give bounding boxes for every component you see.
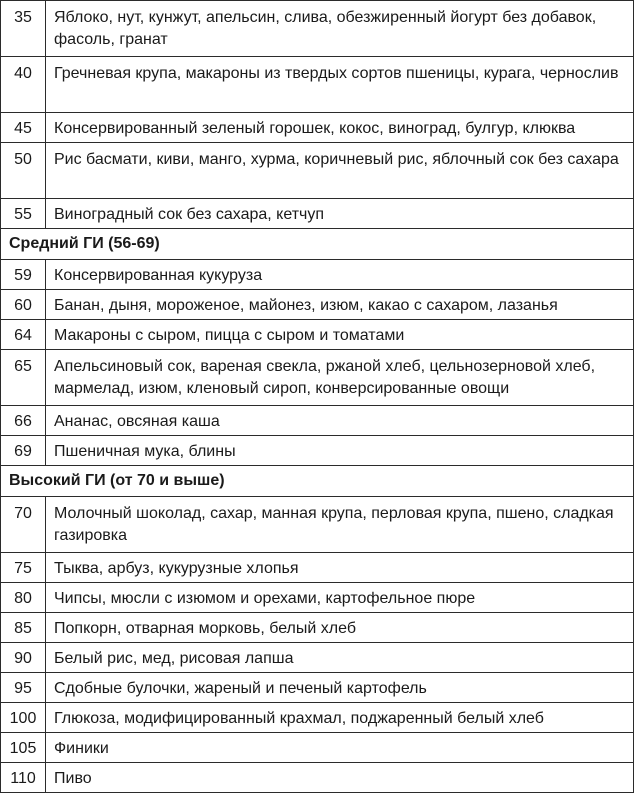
- table-row: [1, 350, 634, 406]
- table-row: [1, 497, 634, 553]
- section-heading-row: [1, 229, 634, 260]
- section-heading-row: [1, 466, 634, 497]
- table-row: [1, 1, 634, 57]
- gi-value-cell: 66: [1, 406, 46, 436]
- table-row: [1, 613, 634, 643]
- gi-value-cell: 85: [1, 613, 46, 643]
- gi-value-cell: 50: [1, 143, 46, 199]
- gi-value-cell: 100: [1, 703, 46, 733]
- foods-cell: Апельсиновый сок, вареная свекла, ржаной хлеб, цельнозерновой хлеб, мармелад, изюм, кленовый сироп, конверсированные овощи: [46, 350, 634, 406]
- foods-cell: Тыква, арбуз, кукурузные хлопья: [46, 553, 634, 583]
- table-row: [1, 643, 634, 673]
- gi-value-cell: 105: [1, 733, 46, 763]
- gi-value-cell: 59: [1, 260, 46, 290]
- section-heading: Средний ГИ (56-69): [1, 229, 634, 260]
- gi-value-cell: 60: [1, 290, 46, 320]
- gi-value-cell: 90: [1, 643, 46, 673]
- table-row: [1, 290, 634, 320]
- gi-value-cell: 69: [1, 436, 46, 466]
- foods-cell: Чипсы, мюсли с изюмом и орехами, картофельное пюре: [46, 583, 634, 613]
- gi-value-cell: 80: [1, 583, 46, 613]
- foods-cell: Попкорн, отварная морковь, белый хлеб: [46, 613, 634, 643]
- foods-cell: Пиво: [46, 763, 634, 793]
- gi-value-cell: 55: [1, 199, 46, 229]
- foods-cell: Пшеничная мука, блины: [46, 436, 634, 466]
- foods-cell: Гречневая крупа, макароны из твердых сортов пшеницы, курага, чернослив: [46, 57, 634, 113]
- gi-value-cell: 65: [1, 350, 46, 406]
- gi-value-cell: 40: [1, 57, 46, 113]
- gi-value-cell: 35: [1, 1, 46, 57]
- table-row: [1, 703, 634, 733]
- table-row: [1, 553, 634, 583]
- table-row: [1, 143, 634, 199]
- gi-value-cell: 75: [1, 553, 46, 583]
- foods-cell: Макароны с сыром, пицца с сыром и томатами: [46, 320, 634, 350]
- gi-value-cell: 45: [1, 113, 46, 143]
- table-row: [1, 406, 634, 436]
- table-row: [1, 260, 634, 290]
- table-body: [1, 1, 634, 793]
- table-row: [1, 436, 634, 466]
- table-row: [1, 57, 634, 113]
- foods-cell: Молочный шоколад, сахар, манная крупа, перловая крупа, пшено, сладкая газировка: [46, 497, 634, 553]
- table-row: [1, 733, 634, 763]
- foods-cell: Банан, дыня, мороженое, майонез, изюм, какао с сахаром, лазанья: [46, 290, 634, 320]
- table-row: [1, 583, 634, 613]
- gi-value-cell: 70: [1, 497, 46, 553]
- foods-cell: Финики: [46, 733, 634, 763]
- table-row: [1, 320, 634, 350]
- table-row: [1, 113, 634, 143]
- foods-cell: Ананас, овсяная каша: [46, 406, 634, 436]
- foods-cell: Консервированная кукуруза: [46, 260, 634, 290]
- table-row: [1, 199, 634, 229]
- foods-cell: Яблоко, нут, кунжут, апельсин, слива, обезжиренный йогурт без добавок, фасоль, гранат: [46, 1, 634, 57]
- foods-cell: Консервированный зеленый горошек, кокос, виноград, булгур, клюква: [46, 113, 634, 143]
- gi-value-cell: 64: [1, 320, 46, 350]
- foods-cell: Белый рис, мед, рисовая лапша: [46, 643, 634, 673]
- foods-cell: Рис басмати, киви, манго, хурма, коричневый рис, яблочный сок без сахара: [46, 143, 634, 199]
- foods-cell: Глюкоза, модифицированный крахмал, поджаренный белый хлеб: [46, 703, 634, 733]
- table-row: [1, 763, 634, 793]
- gi-value-cell: 95: [1, 673, 46, 703]
- foods-cell: Сдобные булочки, жареный и печеный картофель: [46, 673, 634, 703]
- table-row: [1, 673, 634, 703]
- section-heading: Высокий ГИ (от 70 и выше): [1, 466, 634, 497]
- gi-value-cell: 110: [1, 763, 46, 793]
- foods-cell: Виноградный сок без сахара, кетчуп: [46, 199, 634, 229]
